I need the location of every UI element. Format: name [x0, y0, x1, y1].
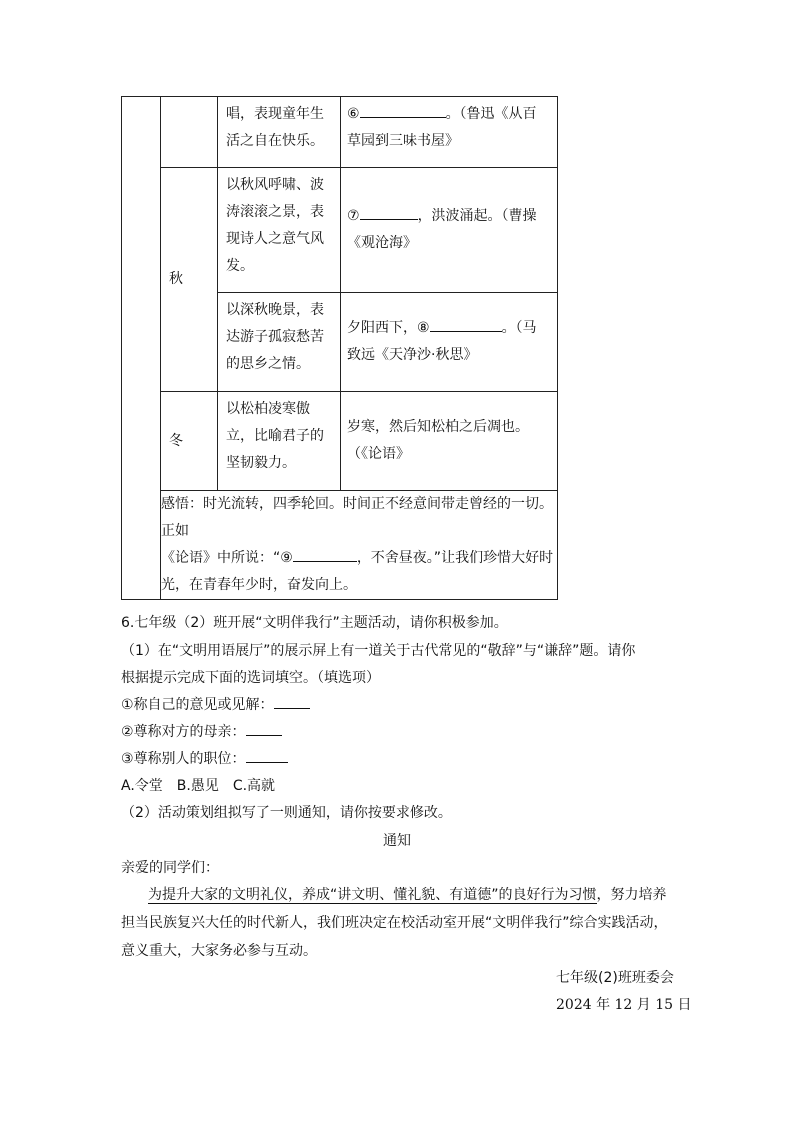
table-cell-description: [218, 97, 341, 168]
quote-number: ⑥: [347, 106, 360, 122]
description-line: 发。: [226, 258, 254, 274]
table-cell-quote: [341, 392, 558, 491]
notice-body-text: ，努力培养: [596, 887, 667, 903]
notice-title: 通知: [383, 833, 411, 849]
table-row: [122, 168, 558, 293]
description-line: 以松柏凌寒傲: [226, 401, 310, 417]
question-title: 6.七年级（2）班开展“文明伴我行”主题活动，请你积极参加。: [121, 615, 508, 631]
table-row: [122, 392, 558, 491]
description-line: 以秋风呼啸、波: [226, 177, 324, 193]
description-line: 坚韧毅力。: [226, 455, 296, 471]
description-line: 达游子孤寂愁苦: [226, 329, 324, 345]
question-part1-line: 根据提示完成下面的选词填空。（填选项）: [121, 670, 380, 686]
feeling-line: 感悟：时光流转，四季轮回。时间正不经意间带走曾经的一切。正如: [161, 496, 553, 539]
answer-blank[interactable]: [246, 721, 282, 736]
quote-text: （《论语》: [347, 446, 410, 462]
description-line: 现诗人之意气风: [226, 231, 324, 247]
fill-item: [121, 748, 288, 768]
table-cell-season: [161, 392, 218, 491]
description-line: 以深秋晚景，表: [226, 302, 324, 318]
notice-body-line: 担当民族复兴大任的时代新人，我们班决定在校活动室开展“文明伴我行”综合实践活动，: [121, 915, 668, 931]
table-cell-season: [161, 168, 218, 392]
table-cell-description: [218, 293, 341, 392]
quote-text: 《观沧海》: [347, 235, 417, 251]
answer-blank[interactable]: [293, 547, 357, 562]
season-label: 冬: [169, 432, 183, 449]
table-cell-quote: [341, 293, 558, 392]
description-line: 涛滚滚之景，表: [226, 204, 324, 220]
table-cell-description: [218, 168, 341, 293]
description-line: 唱，表现童年生: [226, 106, 324, 122]
fill-item: [121, 694, 310, 714]
description-line: 活之自在快乐。: [226, 133, 324, 149]
feeling-line: 《论语》中所说：“⑨: [161, 550, 293, 566]
notice-body-line: 意义重大，大家务必参与互动。: [121, 943, 317, 959]
feeling-line: 光，在青春年少时，奋发向上。: [161, 577, 357, 593]
table-cell-quote: [341, 168, 558, 293]
description-line: 立，比喻君子的: [226, 428, 324, 444]
table-row: [122, 491, 558, 600]
quote-text: 夕阳西下，⑧: [347, 320, 430, 336]
table-cell-quote: [341, 97, 558, 168]
quote-text: 。（马: [501, 320, 537, 336]
notice-greeting: 亲爱的同学们：: [121, 860, 219, 876]
table-cell-feeling: [161, 491, 558, 600]
fill-item-label: ③尊称别人的职位：: [121, 751, 246, 767]
notice-body-line: [148, 884, 667, 904]
table-row: [122, 97, 558, 168]
season-label: 秋: [169, 271, 183, 287]
quote-text: ，洪波涌起。（曹操: [417, 208, 537, 224]
notice-date: 2024 年 12 月 15 日: [556, 997, 692, 1013]
table-cell-season: [161, 97, 218, 168]
quote-text: 岁寒，然后知松柏之后凋也。: [347, 419, 529, 435]
question-part2: （2）活动策划组拟写了一则通知，请你按要求修改。: [121, 805, 452, 821]
fill-item-label: ②尊称对方的母亲：: [121, 724, 246, 740]
answer-blank[interactable]: [274, 694, 310, 709]
quote-text: 草园到三味书屋》: [347, 133, 459, 149]
answer-blank[interactable]: [246, 748, 288, 763]
table-cell-blank: [122, 97, 161, 600]
fill-item-label: ①称自己的意见或见解：: [121, 697, 274, 713]
description-line: 的思乡之情。: [226, 356, 310, 372]
quote-text: 致远《天净沙·秋思》: [347, 347, 478, 363]
question-part1-line: （1）在“文明用语展厅”的展示屏上有一道关于古代常见的“敬辞”与“谦辞”题。请你: [121, 643, 636, 659]
options: A.令堂 B.愚见 C.高就: [121, 778, 276, 794]
notice-signature: 七年级(2)班班委会: [556, 970, 674, 986]
table-cell-description: [218, 392, 341, 491]
answer-blank[interactable]: [360, 103, 446, 118]
answer-blank[interactable]: [430, 317, 502, 332]
poetry-table: [121, 96, 558, 600]
feeling-line: ，不舍昼夜。”让我们珍惜大好时: [356, 550, 554, 566]
underlined-sentence: 为提升大家的文明礼仪，养成“讲文明、懂礼貌、有道德”的良好行为习惯: [148, 887, 597, 903]
answer-blank[interactable]: [360, 205, 418, 220]
fill-item: [121, 721, 282, 741]
quote-number: ⑦: [347, 208, 360, 224]
quote-text: 。（鲁迅《从百: [445, 106, 537, 122]
